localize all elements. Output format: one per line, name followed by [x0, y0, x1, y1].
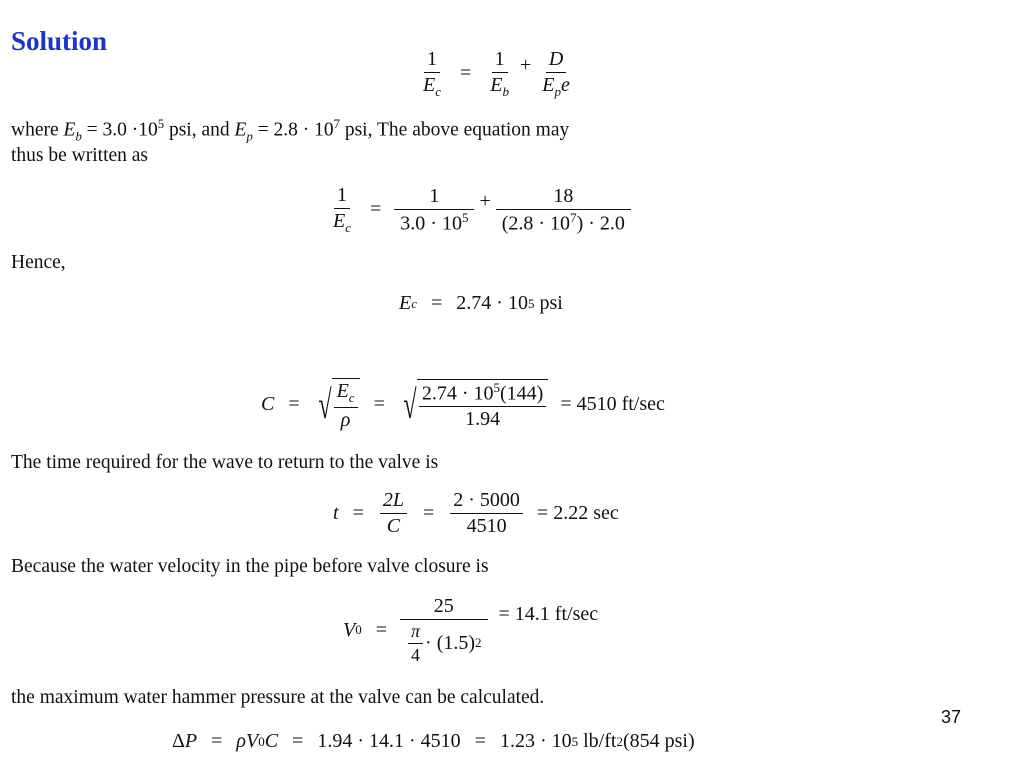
where-line-continued: thus be written as [11, 145, 149, 166]
fraction-rhs1: $\frac{1}{3.0 \cdot 10^5}$ [397, 185, 471, 236]
fraction-rhs2: $\frac{D}{E_pe}$ [542, 48, 570, 99]
fraction-rhs1: $\frac{1}{E_b}$ [490, 48, 509, 99]
fraction-lhs: $\frac{1}{E_c}$ [423, 48, 441, 99]
sqrt-numeric: √ $\frac{2.74 \cdot 10^5(144)}{1.94}$ [399, 379, 548, 432]
where-line: where $E_b = 3.0 \cdot 10^5$ psi, and $E_p = 2.8 \cdot 10^7$ psi, The above equation may [11, 117, 570, 144]
equation-compliance: $\frac{1}{E_c}$ = $\frac{1}{E_b}$ + $\frac{D}{E_pe}$ [418, 48, 575, 100]
equation-substituted: $\frac{1}{E_c}$ = $\frac{1}{3.0 \cdot 10^5}$ + $\frac{18}{(2.8 \cdot 10^7) \cdot 2.0}$ [328, 184, 630, 236]
fraction-rhs2: $\frac{18}{(2.8 \cdot 10^7) \cdot 2.0}$ [499, 185, 628, 236]
equation-wave-speed: C = √ $\frac{E_c}{\rho}$ = √ $\frac{2.74 \cdot 10^5(144)}{1.94}$ = 4510 ft/sec [261, 379, 665, 431]
slide-title: Solution [11, 26, 108, 56]
equation-pressure: Δ P = ρ V 0 C = 1.94 · 14.1 · 4510 = 1.23 · 10 5 lb/ft 2 (854 psi) [172, 730, 695, 752]
equation-time: t = $\frac{2L}{C}$ = $\frac{2 \cdot 5000}{4510}$ = 2.22 sec [333, 489, 619, 537]
hence-text: Hence, [11, 252, 66, 273]
sqrt-ec-rho: √ $\frac{E_c}{\rho}$ [314, 378, 360, 432]
page-number: 37 [941, 707, 962, 727]
velocity-sentence: Because the water velocity in the pipe before valve closure is [11, 556, 489, 577]
fraction-lhs: $\frac{1}{E_c}$ [333, 184, 351, 235]
time-result: = 2.22 sec [536, 502, 619, 524]
wave-speed-result: = 4510 ft/sec [560, 393, 665, 416]
velocity-result: = 14.1 ft/sec [498, 602, 599, 625]
max-pressure-sentence: the maximum water hammer pressure at the valve can be calculated. [11, 687, 545, 708]
equation-velocity: V 0 = 25 $\frac{\pi}{4}$ · (1.5) 2 = 14.1 ft/sec [343, 595, 599, 665]
time-sentence: The time required for the wave to return to the valve is [11, 452, 439, 473]
equation-ec-result: E c = 2.74 · 10 5 psi [399, 292, 563, 314]
